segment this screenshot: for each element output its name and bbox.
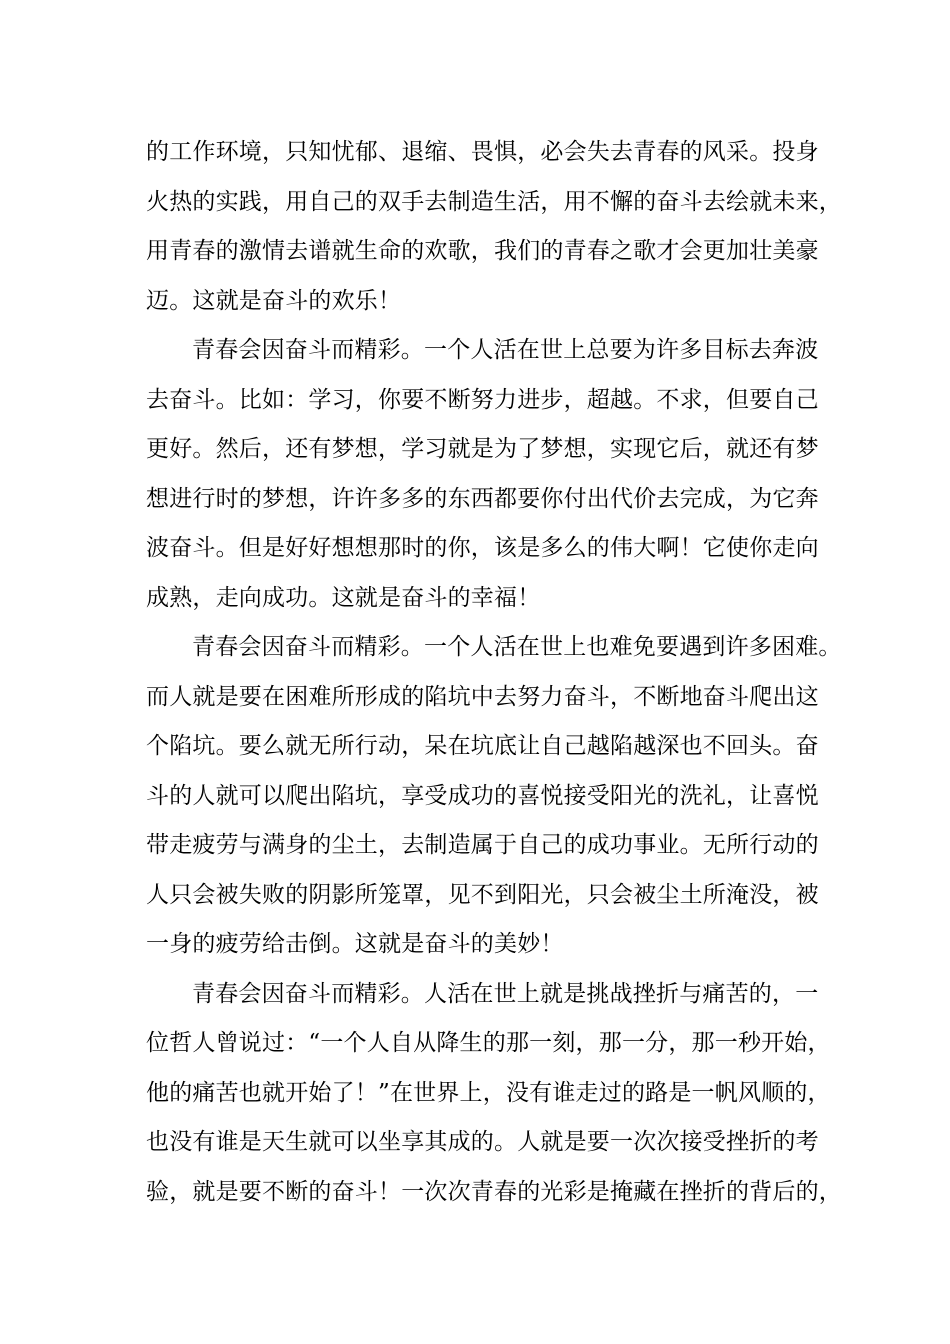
text-line: 想进行时的梦想，许许多多的东西都要你付出代价去完成，为它奔 <box>146 485 819 512</box>
text-line: 斗的人就可以爬出陷坑，享受成功的喜悦接受阳光的洗礼，让喜悦 <box>146 782 819 809</box>
paragraph-4 <box>146 970 842 1218</box>
text-line: 成熟，走向成功。这就是奋斗的幸福！ <box>146 584 541 611</box>
text-line: 而人就是要在困难所形成的陷坑中去努力奋斗，不断地奋斗爬出这 <box>146 683 819 710</box>
text-line: 去奋斗。比如：学习，你要不断努力进步，超越。不求，但要自己 <box>146 386 819 413</box>
text-line: 验，就是要不断的奋斗！一次次青春的光彩是掩藏在挫折的背后的， <box>146 1178 842 1205</box>
text-line: 青春会因奋斗而精彩。一个人活在世上总要为许多目标去奔波 <box>192 337 819 363</box>
text-line: 一身的疲劳给击倒。这就是奋斗的美妙！ <box>146 931 564 957</box>
text-line: 波奋斗。但是好好想想那时的你，该是多么的伟大啊！它使你走向 <box>146 535 819 561</box>
text-line: 人只会被失败的阴影所笼罩，见不到阳光，只会被尘土所淹没，被 <box>146 881 819 908</box>
text-line: 也没有谁是天生就可以坐享其成的。人就是要一次次接受挫折的考 <box>146 1129 819 1155</box>
text-line: 带走疲劳与满身的尘土，去制造属于自己的成功事业。无所行动的 <box>146 832 819 858</box>
document-body <box>146 128 842 1217</box>
text-line: 的工作环境，只知忧郁、退缩、畏惧，必会失去青春的风采。投身 <box>146 139 819 165</box>
text-line: 个陷坑。要么就无所行动，呆在坑底让自己越陷越深也不回头。奋 <box>146 733 819 759</box>
paragraph-2 <box>146 326 836 623</box>
text-line: 青春会因奋斗而精彩。人活在世上就是挑战挫折与痛苦的，一 <box>192 980 819 1007</box>
text-line: 他的痛苦也就开始了！”在世界上，没有谁走过的路是一帆风顺的， <box>146 1079 831 1106</box>
text-line: 迈。这就是奋斗的欢乐！ <box>146 287 402 314</box>
text-line: 青春会因奋斗而精彩。一个人活在世上也难免要遇到许多困难。 <box>192 634 842 660</box>
paragraph-3 <box>146 623 842 970</box>
text-line: 位哲人曾说过：“一个人自从降生的那一刻，那一分，那一秒开始， <box>146 1030 831 1056</box>
text-line: 用青春的激情去谱就生命的欢歌，我们的青春之歌才会更加壮美豪 <box>146 238 819 264</box>
text-line: 更好。然后，还有梦想，学习就是为了梦想，实现它后，就还有梦 <box>146 436 819 462</box>
paragraph-1 <box>146 128 842 326</box>
text-line: 火热的实践，用自己的双手去制造生活，用不懈的奋斗去绘就未来， <box>146 188 842 215</box>
